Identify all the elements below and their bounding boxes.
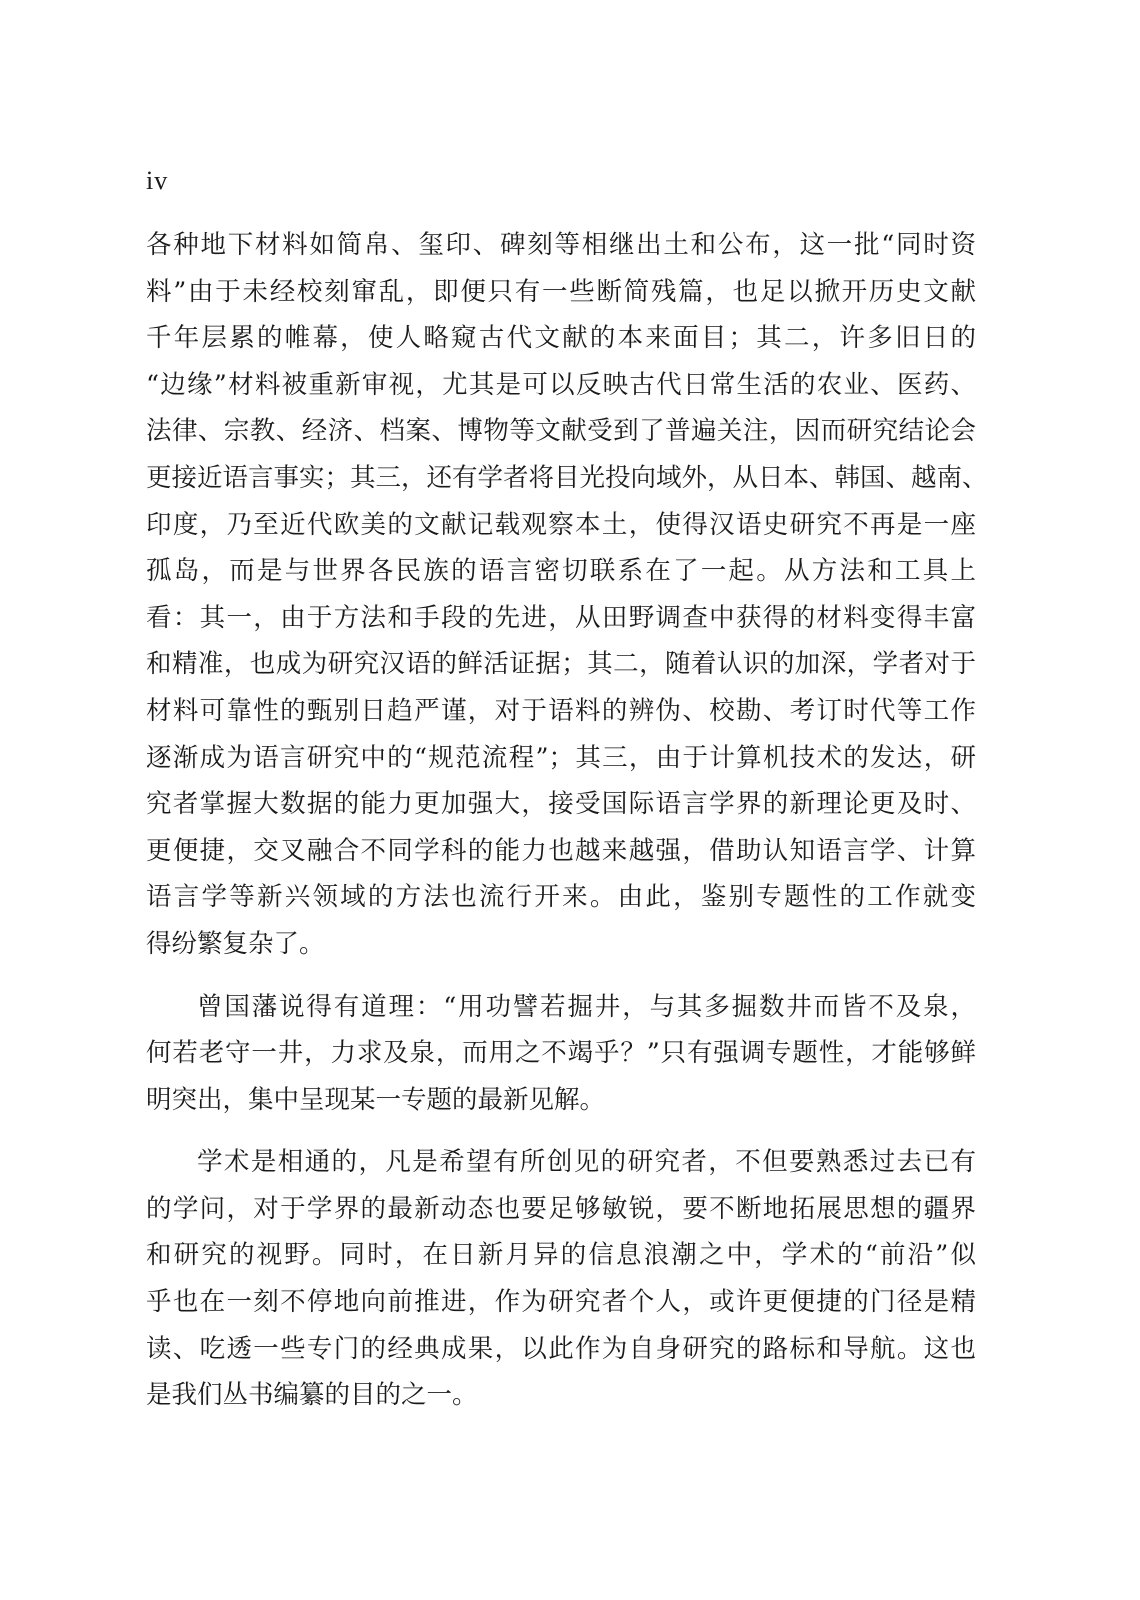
text-line: 各种地下材料如简帛、玺印、碑刻等相继出土和公布，这一批“同时资: [146, 230, 976, 260]
text-line: 语言学等新兴领域的方法也流行开来。由此，鉴别专题性的工作就变: [146, 882, 976, 913]
text-line: 曾国藩说得有道理：“用功譬若掘井，与其多掘数井而皆不及泉，: [197, 991, 976, 1022]
text-line: 究者掌握大数据的能力更加强大，接受国际语言学界的新理论更及时、: [146, 789, 976, 820]
text-line: 法律、宗教、经济、档案、博物等文献受到了普遍关注，因而研究结论会: [146, 416, 976, 447]
paragraph-3: [146, 1139, 976, 1419]
text-line: 印度，乃至近代欧美的文献记载观察本土，使得汉语史研究不再是一座: [146, 509, 976, 540]
text-line: 和精准，也成为研究汉语的鲜活证据；其二，随着认识的加深，学者对于: [146, 649, 976, 680]
text-line: 逐渐成为语言研究中的“规范流程”；其三，由于计算机技术的发达，研: [146, 742, 976, 773]
text-line: “边缘”材料被重新审视，尤其是可以反映古代日常生活的农业、医药、: [146, 369, 976, 400]
text-line: 得纷繁复杂了。: [146, 928, 325, 959]
text-line: 的学问，对于学界的最新动态也要足够敏锐，要不断地拓展思想的疆界: [146, 1193, 976, 1224]
text-line: 材料可靠性的甄别日趋严谨，对于语料的辨伪、校勘、考订时代等工作: [146, 695, 976, 726]
text-line: 更接近语言事实；其三，还有学者将目光投向域外，从日本、韩国、越南、: [146, 462, 988, 493]
text-line: 乎也在一刻不停地向前推进，作为研究者个人，或许更便捷的门径是精: [146, 1287, 976, 1318]
text-line: 何若老守一井，力求及泉，而用之不竭乎？”只有强调专题性，才能够鲜: [146, 1038, 976, 1069]
text-line: 更便捷，交叉融合不同学科的能力也越来越强，借助认知语言学、计算: [146, 835, 976, 866]
paragraph-2: [146, 984, 976, 1124]
text-line: 学术是相通的，凡是希望有所创见的研究者，不但要熟悉过去已有: [197, 1147, 976, 1178]
text-line: 读、吃透一些专门的经典成果，以此作为自身研究的路标和导航。这也: [146, 1333, 976, 1364]
text-line: 和研究的视野。同时，在日新月异的信息浪潮之中，学术的“前沿”似: [146, 1240, 976, 1271]
text-line: 看：其一，由于方法和手段的先进，从田野调查中获得的材料变得丰富: [146, 602, 976, 633]
text-line: 孤岛，而是与世界各民族的语言密切联系在了一起。从方法和工具上: [146, 556, 976, 587]
page-number: iv: [146, 166, 169, 195]
body-text: [146, 222, 988, 1419]
text-line: 是我们丛书编纂的目的之一。: [146, 1380, 478, 1411]
paragraph-1: [146, 222, 988, 968]
text-line: 明突出，集中呈现某一专题的最新见解。: [146, 1084, 606, 1115]
text-line: 料”由于未经校刻窜乱，即便只有一些断简残篇，也足以掀开历史文献: [146, 276, 976, 307]
text-line: 千年层累的帷幕，使人略窥古代文献的本来面目；其二，许多旧日的: [146, 323, 976, 354]
